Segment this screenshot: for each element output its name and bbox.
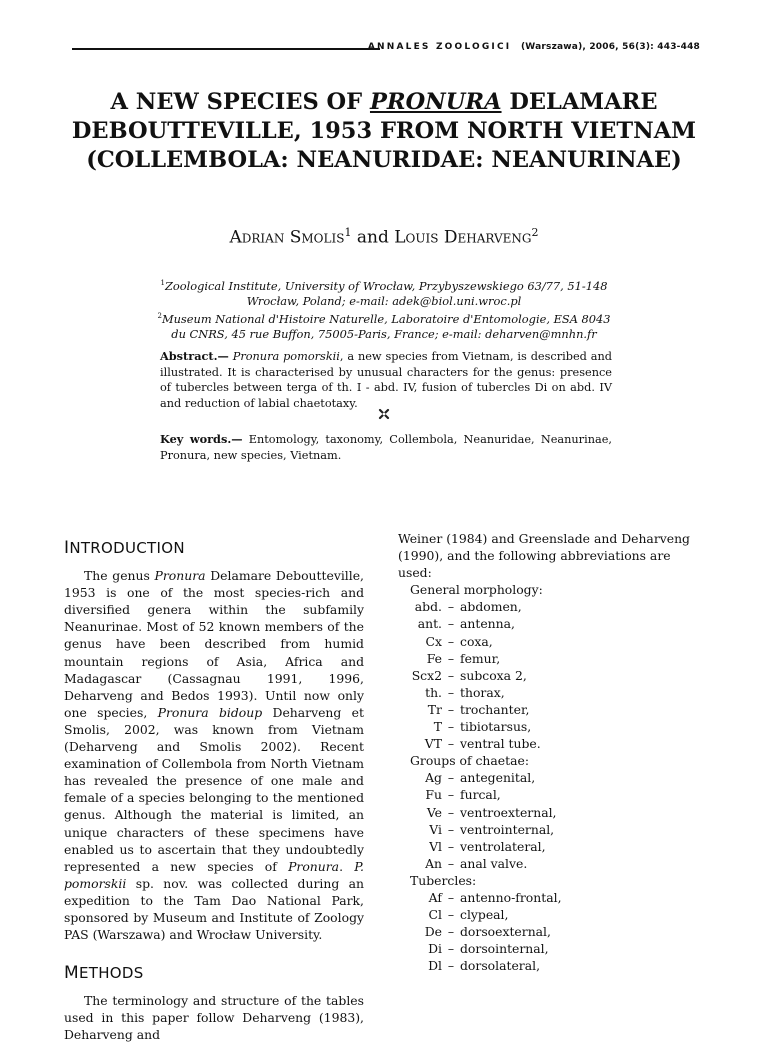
author-1: Adrian Smolis (229, 227, 345, 248)
abbreviation-dash: – (447, 924, 455, 940)
abbreviation-dash: – (447, 958, 455, 974)
abbreviation-row (398, 650, 708, 667)
group-heading-morphology: General morphology: (410, 582, 543, 598)
abbreviation-row (398, 906, 708, 923)
abbreviation-row (398, 940, 708, 957)
abbreviation-dash: – (447, 907, 455, 923)
abbreviation-dash: – (447, 650, 455, 666)
abbreviation-dash: – (447, 787, 455, 803)
abbreviation-dash: – (447, 684, 455, 700)
abbreviation-term: Dl (428, 958, 442, 974)
abbreviation-row (398, 735, 708, 752)
abbreviation-definition: dorsolateral, (460, 958, 541, 974)
abbreviation-term: Ag (425, 770, 442, 786)
abbreviation-definition: anal valve. (460, 855, 528, 871)
introduction-heading: INTRODUCTION (64, 538, 185, 558)
abbreviation-term: De (424, 924, 442, 940)
abbreviation-term: T (433, 719, 442, 735)
section-ornament-icon (378, 408, 390, 420)
abbreviation-definition: tibiotarsus, (460, 719, 532, 735)
abbreviation-row (398, 923, 708, 940)
introduction-paragraph: The genus Pronura Delamare Deboutteville, 1953 is one of the most species-rich and diversified genera within the subfamily Neanurinae. Most of 52 known members of the genus have been described from humid mountain regions of Asia, Africa and Madagascar (Cassagnau 1991, 1996, Deharveng and Bedos 1993). Until now only one species, Pronura bidoup Deharveng et Smolis, 2002, was known from Vietnam (Deharveng and Smolis 2002). Recent examination of Collembola from North Vietnam has revealed the presence of one male and female of a species belonging to the mentioned genus. Although the material is limited, an unique characters of these specimens have enabled us to ascertain that they undoubtedly represented a new species of Pronura. P. pomorskii sp. nov. was collected during an expedition to the Tam Dao National Park, sponsored by Museum and Institute of Zoology PAS (Warszawa) and Wrocław University. (64, 568, 364, 943)
abbreviation-row (398, 701, 708, 718)
abbreviation-dash: – (447, 855, 455, 871)
abbreviation-dash: – (447, 736, 455, 752)
abbreviation-term: th. (425, 684, 442, 700)
abbreviation-term: An (425, 855, 442, 871)
abbreviation-row (398, 838, 708, 855)
abbreviation-row (398, 804, 708, 821)
abbreviation-definition: furcal, (460, 787, 501, 803)
abstract: Abstract.— Pronura pomorskii, a new species from Vietnam, is described and illustrated. It is characterised by unusual characters for the genus: presence of tubercles between terga of th. I - abd. IV, fusion of tubercles Di on abd. IV and reduction of labial chaetotaxy. (160, 349, 613, 410)
abbreviation-dash: – (447, 770, 455, 786)
abbreviation-dash: – (447, 838, 455, 854)
abbreviation-term: Vi (429, 821, 442, 837)
abbreviation-definition: dorsoexternal, (460, 924, 551, 940)
abbreviation-term: Cx (425, 633, 442, 649)
abbreviation-dash: – (447, 889, 455, 905)
abbreviation-dash: – (447, 599, 455, 615)
abbreviation-row (398, 633, 708, 650)
abbreviation-term: Scx2 (411, 667, 442, 683)
abbreviation-row (398, 615, 708, 632)
abbreviation-definition: trochanter, (460, 701, 530, 717)
abbreviation-definition: coxa, (460, 633, 493, 649)
abbreviation-row (398, 889, 708, 906)
methods-paragraph: The terminology and structure of the tables used in this paper follow Deharveng (1983), Deharveng and (64, 993, 364, 1043)
abbreviation-row (398, 667, 708, 684)
abbreviation-definition: antegenital, (460, 770, 536, 786)
abbreviation-dash: – (447, 701, 455, 717)
abbreviation-definition: ventrolateral, (460, 838, 546, 854)
methods-continuation: Weiner (1984) and Greenslade and Deharveng (1990), and the following abbreviations are used: (398, 531, 690, 581)
abbreviation-dash: – (447, 941, 455, 957)
abstract-label: Abstract.— (160, 349, 229, 363)
abbreviation-dash: – (447, 667, 455, 683)
abbreviation-term: Fu (425, 787, 442, 803)
paper-title: A NEW SPECIES OF PRONURA DELAMARE DEBOUTTEVILLE, 1953 FROM NORTH VIETNAM (COLLEMBOLA: NEANURIDAE: NEANURINAE) (71, 89, 697, 173)
abbreviation-definition: ventroexternal, (460, 804, 557, 820)
abbreviation-term: Vl (429, 838, 442, 854)
methods-heading: METHODS (64, 963, 144, 984)
abbreviation-definition: dorsointernal, (460, 941, 549, 957)
abbreviation-definition: clypeal, (460, 907, 509, 923)
abbreviation-definition: ventrointernal, (460, 821, 555, 837)
header-rule (72, 48, 380, 50)
abbreviation-definition: femur, (460, 650, 501, 666)
abbreviation-row (398, 769, 708, 786)
abbreviation-dash: – (447, 633, 455, 649)
abbreviation-dash: – (447, 719, 455, 735)
abbreviation-row (398, 684, 708, 701)
abbreviation-row (398, 786, 708, 803)
abbreviation-row (398, 855, 708, 872)
abbreviation-term: ant. (417, 616, 442, 632)
abbreviation-term: Di (428, 941, 442, 957)
journal-citation: ANNALES ZOOLOGICI (Warszawa), 2006, 56(3): 443-448 (367, 42, 700, 52)
abbreviation-definition: subcoxa 2, (460, 667, 527, 683)
abbreviation-definition: antenno-frontal, (460, 889, 562, 905)
abbreviation-term: abd. (414, 599, 442, 615)
abbreviation-term: Cl (428, 907, 442, 923)
abbreviation-row (398, 598, 708, 615)
keywords: Key words.— Entomology, taxonomy, Collembola, Neanuridae, Neanurinae, Pronura, new species, Vietnam. (160, 432, 612, 462)
abbreviation-definition: antenna, (460, 616, 515, 632)
group-heading-chaetae: Groups of chaetae: (410, 753, 529, 769)
affiliations: $^1$Zoological Institute, University of Wrocław, Przybyszewskiego 63/77, 51-148 Wrocław, Poland; e-mail: adek@biol.uni.wroc.pl $^2$Museum National d'Histoire Naturelle, Laboratoire d'Entomologie, ESA 8043 du CNRS, 45 rue Buffon, 75005-Paris, France; e-mail: deharven@mnhn.fr (157, 278, 611, 341)
abbreviation-definition: abdomen, (460, 599, 522, 615)
abbreviation-row (398, 821, 708, 838)
abbreviation-term: Af (428, 889, 442, 905)
abbreviation-term: Ve (426, 804, 442, 820)
abbreviation-row (398, 718, 708, 735)
group-heading-tubercles: Tubercles: (410, 872, 477, 888)
left-column (64, 540, 364, 1044)
abbreviation-dash: – (447, 804, 455, 820)
abbreviation-definition: ventral tube. (460, 736, 541, 752)
author-list: Adrian Smolis$^1$ and Louis Deharveng$^2$ (229, 226, 539, 248)
abbreviation-term: Tr (427, 701, 442, 717)
title-genus: PRONURA (369, 89, 502, 115)
abbreviation-row (398, 957, 708, 974)
abbreviation-term: Fe (426, 650, 442, 666)
keywords-label: Key words.— (160, 432, 243, 446)
abbreviation-term: VT (424, 736, 442, 752)
author-2: Louis Deharveng (394, 227, 532, 248)
abbreviation-dash: – (447, 616, 455, 632)
abbreviation-definition: thorax, (460, 684, 505, 700)
abbreviation-dash: – (447, 821, 455, 837)
right-column (398, 530, 708, 974)
running-head (72, 42, 700, 54)
abbreviation-list-morphology (398, 598, 708, 752)
abbreviation-list-tubercles (398, 889, 708, 974)
abbreviation-list-chaetae (398, 769, 708, 872)
